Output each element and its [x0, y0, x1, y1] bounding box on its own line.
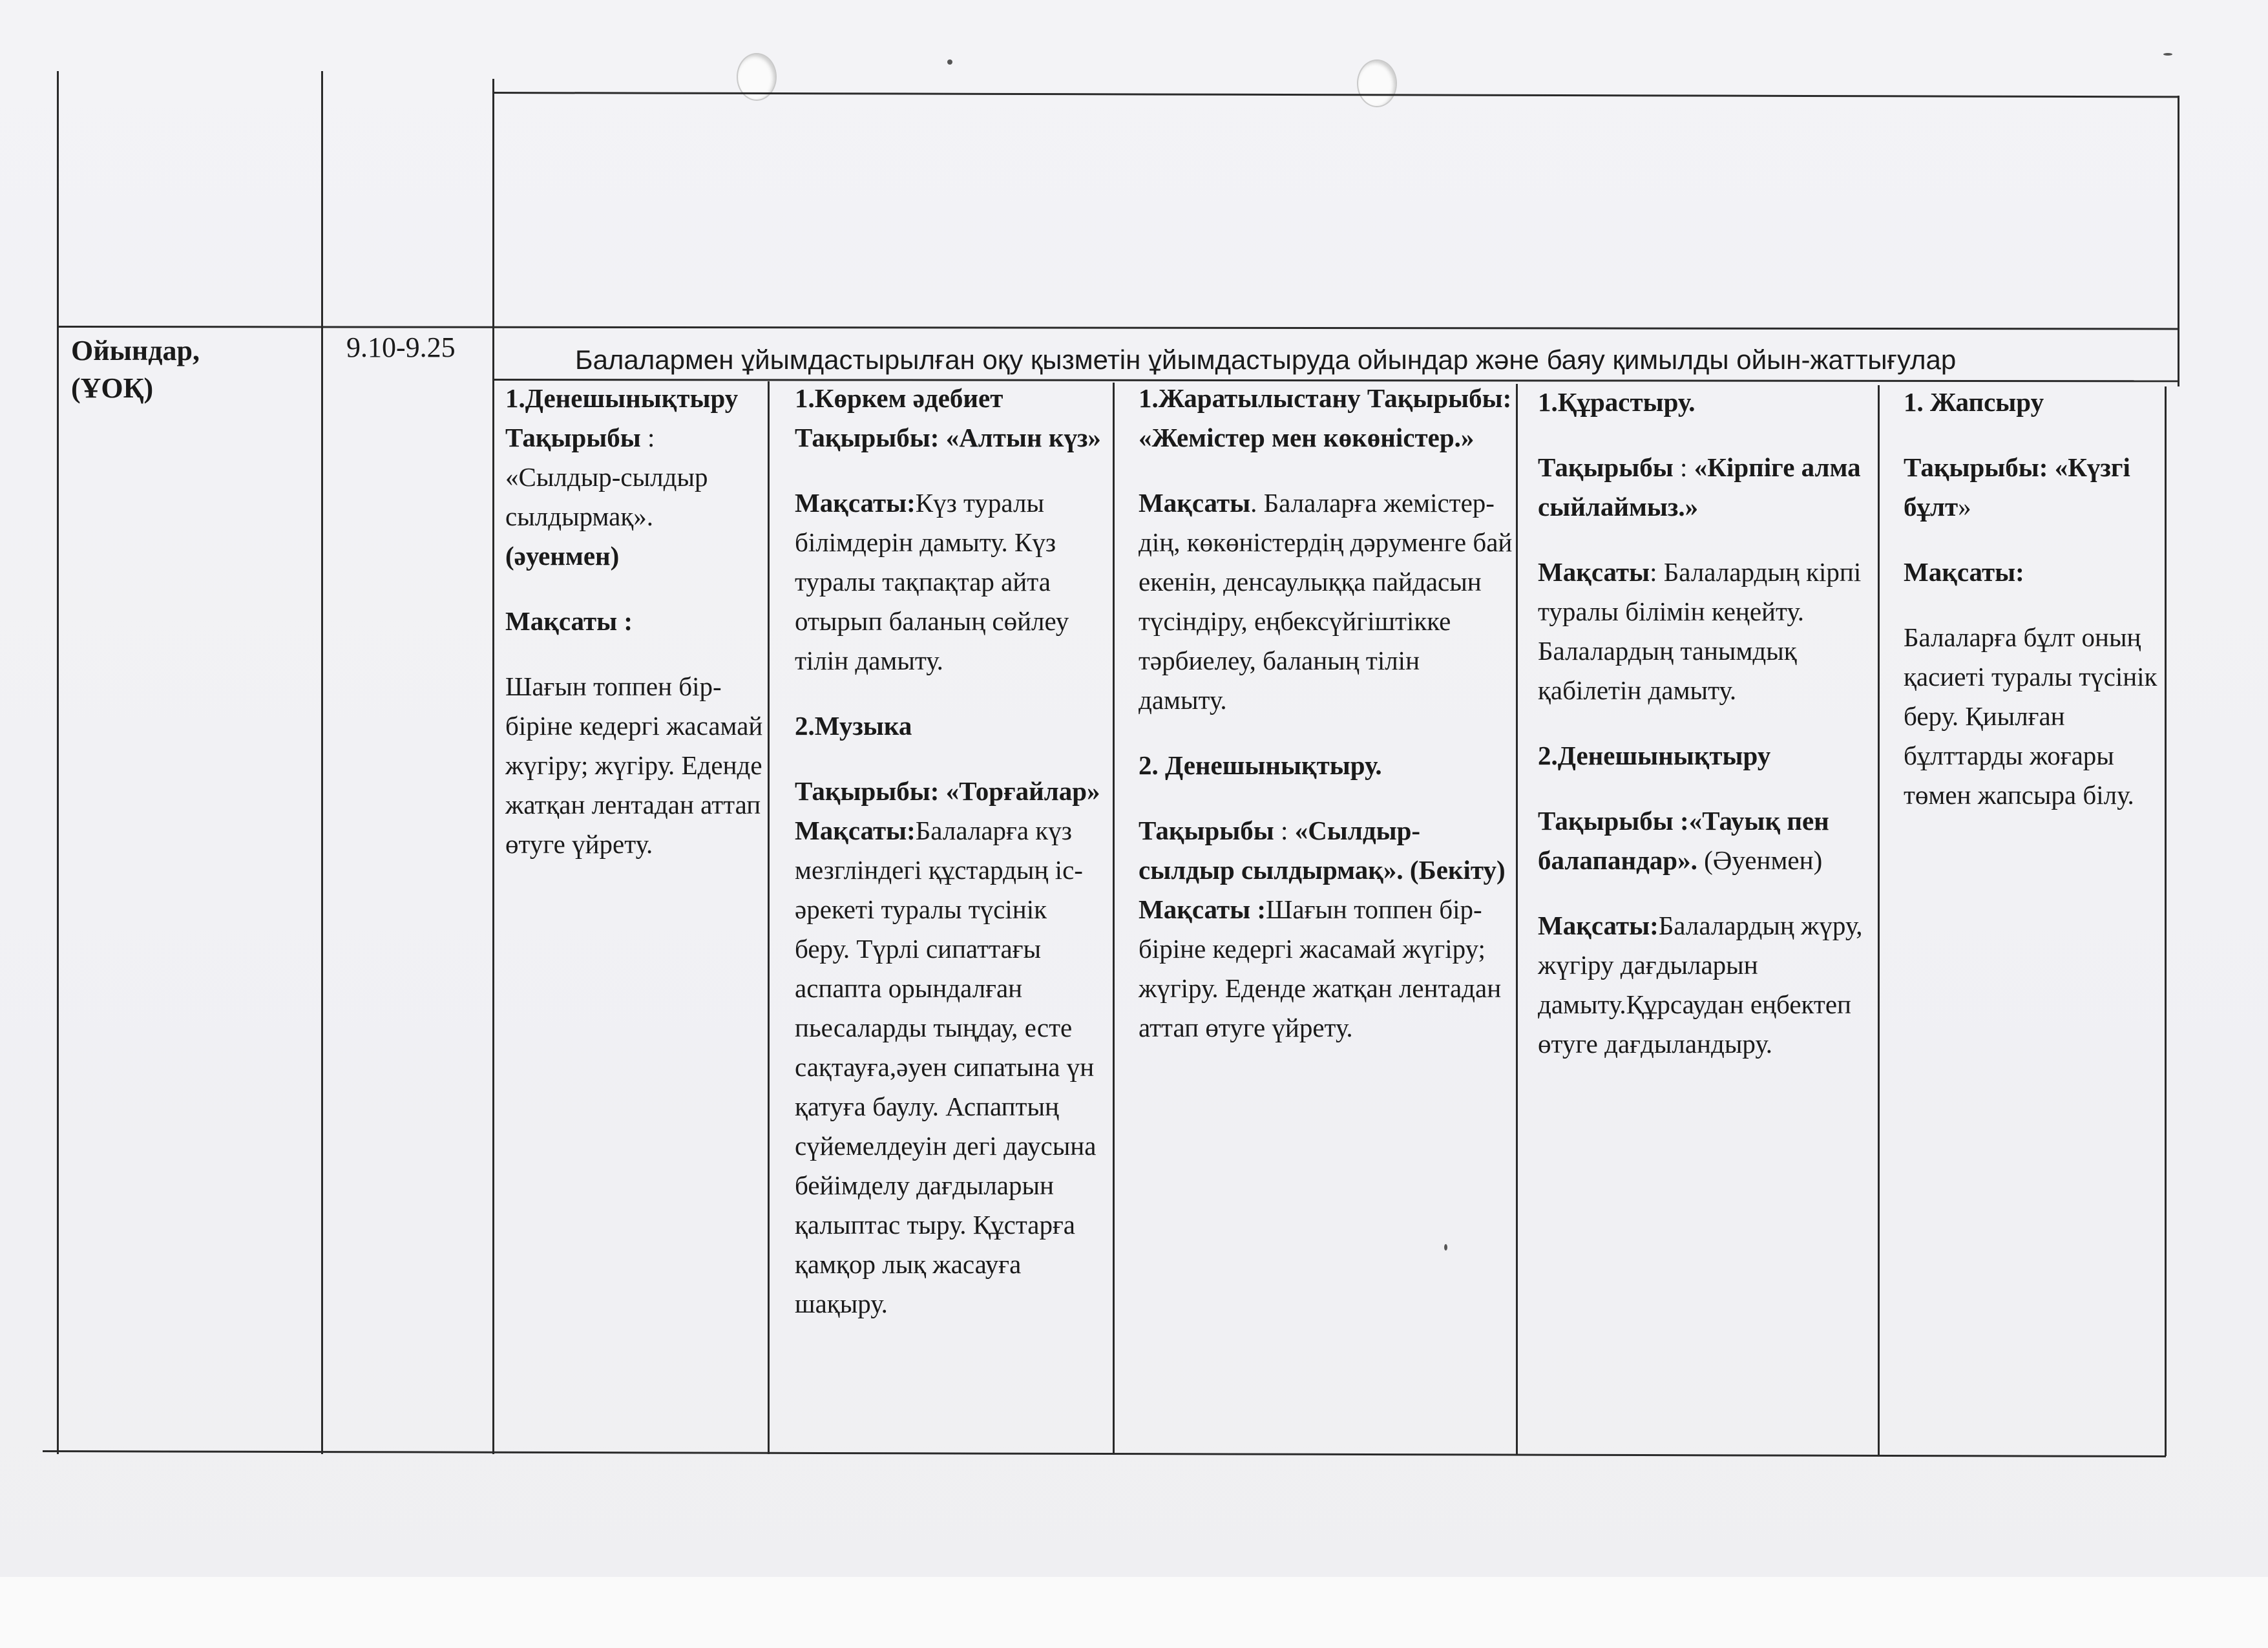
bold-text: Тақырыбы: [1904, 452, 2048, 482]
body-text: (Әуенмен) [1697, 845, 1823, 875]
paragraph [795, 706, 1108, 746]
column-divider [1113, 383, 1115, 1454]
body-text: Күз туралы білімдерін дамыту. Күз туралы тақпақтар айта отырып баланың сөйлеу тілін дамыту. [795, 488, 1069, 675]
bold-text: Мақсаты: [1904, 557, 2024, 587]
activity-column-1 [505, 379, 764, 890]
row-label-line2: (ҰОҚ) [71, 372, 154, 404]
bold-text: Тақырыбы [1538, 452, 1674, 482]
bold-text: 1.Жаратылыстану Тақырыбы: «Жемістер мен көкөністер.» [1139, 383, 1512, 452]
paragraph [1904, 383, 2162, 422]
bold-text: Мақсаты : [1139, 894, 1266, 924]
body-text: Шағын топпен бір-біріне кедергі жасамай жүгіру; жүгіру. Еденде жатқан лентадан аттап өтуге үйрету. [1139, 894, 1502, 1042]
scan-speck [1444, 1244, 1447, 1251]
bold-text: «Кірпіге алма сыйлаймыз.» [1538, 452, 1861, 522]
body-text: . Балаларға жемістер-дің, көкөністердің дәруменге бай екенін, денсаулыққа пайдасын түсіндіру, еңбексүйгіштікке тәрбиелеу, баланың тілін дамыту. [1139, 488, 1513, 715]
activity-column-5 [1904, 383, 2162, 841]
bold-text: Мақсаты: [1538, 911, 1659, 940]
table-divider-content [492, 79, 494, 1454]
bold-text: «Сылдыр-сылдыр сылдырмақ». (Бекіту) [1139, 816, 1506, 885]
paragraph [1904, 618, 2162, 815]
bold-text: (әуенмен) [505, 541, 620, 571]
bold-text: Тақырыбы :«Тауық пен балапандар». [1538, 806, 1829, 875]
bold-text: Тақырыбы [1139, 816, 1274, 845]
bold-text: Мақсаты: [795, 816, 916, 845]
bold-text: 1.Денешынықтыру Тақырыбы [505, 383, 739, 452]
bold-text: 2.Денешынықтыру [1538, 741, 1771, 770]
row-label-line1: Ойындар, [71, 335, 200, 366]
bold-text: 1.Құрастыру. [1538, 387, 1696, 417]
bold-text: «Күзгі бұлт [1904, 452, 2130, 522]
column-divider [768, 381, 770, 1454]
paragraph [505, 602, 764, 641]
paragraph [1139, 811, 1513, 890]
bold-text: Тақырыбы: «Торғайлар» [795, 776, 1100, 806]
paragraph [1538, 553, 1874, 710]
paragraph [1538, 448, 1874, 527]
activity-column-4 [1538, 383, 1874, 1090]
body-text: » [1958, 492, 1971, 522]
table-border-right-lower [2165, 386, 2167, 1456]
activity-column-3 [1139, 379, 1513, 1073]
scan-speck [947, 59, 952, 65]
row-label [71, 332, 200, 407]
scan-margin [0, 1577, 2268, 1648]
bold-text: Мақсаты: [795, 488, 916, 518]
paragraph [1904, 448, 2162, 527]
bold-text: 2.Музыка [795, 711, 912, 741]
body-text: : Балалардың кірпі туралы білімін кеңейту. Балалардың танымдық қабілетін дамыту. [1538, 557, 1862, 705]
paragraph [1904, 553, 2162, 592]
paragraph [795, 811, 1108, 1324]
paragraph [505, 667, 764, 864]
body-text: Шағын топпен бір-біріне кедергі жасамай жүгіру; жүгіру. Еденде жатқан лентадан аттап өтуге үйрету. [505, 671, 763, 859]
paragraph [1139, 890, 1513, 1048]
body-text [2048, 452, 2054, 482]
body-text: Балалардың жүру, жүгіру дағдыларын дамыту.Құрсаудан еңбектеп өтуге дағдыландыру. [1538, 911, 1863, 1059]
scan-speck [2163, 53, 2172, 56]
table-border-left [57, 71, 59, 1454]
table-border-right [2178, 96, 2179, 386]
bold-text: Мақсаты [1139, 488, 1251, 518]
paragraph [795, 772, 1108, 811]
bold-text: Мақсаты : [505, 606, 633, 636]
paragraph [1139, 746, 1513, 785]
paragraph [795, 483, 1108, 681]
body-text: Балаларға күз мезгліндегі құстардың іс-әрекеті туралы түсінік беру. Түрлі сипаттағы аспапта орындалған пьесаларды тыңдау, есте сақтауға,әуен сипатына үн қатуға баулу. Аспаптың сүйемелдеуін дегі даусына бейімделу дағдыларын қалыптас тыру. Құстарға қамқор лық жасауға шақыру. [795, 816, 1097, 1318]
paragraph [505, 379, 764, 576]
paragraph [1538, 801, 1874, 880]
column-divider [1878, 385, 1880, 1455]
paragraph [1139, 379, 1513, 458]
paragraph [1538, 736, 1874, 776]
bold-text: Мақсаты [1538, 557, 1650, 587]
body-text: : [1673, 452, 1694, 482]
body-text: Балаларға бұлт оның қасиеті туралы түсінік беру. Қиылған бұлттарды жоғары төмен жапсыра білу. [1904, 622, 2158, 810]
activity-column-2 [795, 379, 1108, 1349]
paragraph [1538, 383, 1874, 422]
paragraph [1139, 483, 1513, 720]
paragraph [795, 379, 1108, 458]
punch-hole-right [1357, 59, 1397, 107]
time-slot: 9.10-9.25 [346, 332, 456, 363]
body-text: : [1274, 816, 1295, 845]
table-divider-time [321, 71, 323, 1454]
paragraph [1538, 906, 1874, 1064]
section-header: Балалармен ұйымдастырылған оқу қызметін ұйымдастыруда ойындар және баяу қимылды ойын-жаттығулар [575, 344, 1957, 375]
bold-text: 1. Жапсыру [1904, 387, 2044, 417]
body-text: : «Сылдыр-сылдыр сылдырмақ». [505, 423, 708, 531]
bold-text: 1.Көркем әдебиет Тақырыбы: «Алтын күз» [795, 383, 1101, 452]
bold-text: 2. Денешынықтыру. [1139, 750, 1382, 780]
column-divider [1516, 384, 1518, 1454]
